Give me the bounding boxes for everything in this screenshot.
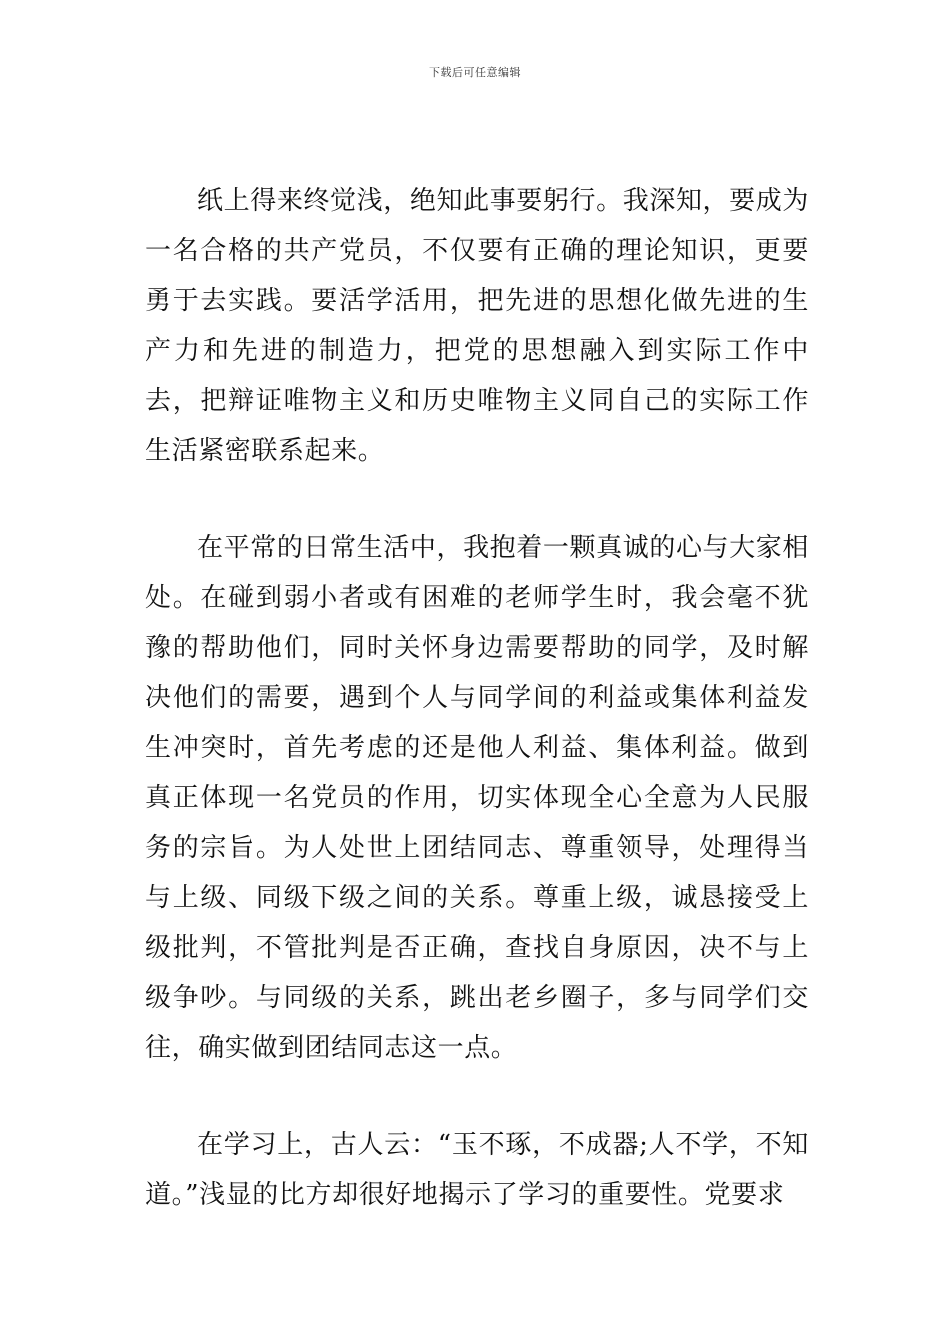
document-body: [145, 176, 809, 1220]
paragraph-practice: 纸上得来终觉浅，绝知此事要躬行。我深知，要成为一名合格的共产党员，不仅要有正确的理论知识，更要勇于去实践。要活学活用，把先进的思想化做先进的生产力和先进的制造力，把党的思想融入到实际工作中去，把辩证唯物主义和历史唯物主义同自己的实际工作生活紧密联系起来。: [145, 186, 809, 466]
header-note: 下载后可任意编辑: [429, 66, 521, 79]
paragraph-daily-life: 在平常的日常生活中，我抱着一颗真诚的心与大家相处。在碰到弱小者或有困难的老师学生时，我会毫不犹豫的帮助他们，同时关怀身边需要帮助的同学，及时解决他们的需要，遇到个人与同学间的利益或集体利益发生冲突时，首先考虑的还是他人利益、集体利益。做到真正体现一名党员的作用，切实体现全心全意为人民服务的宗旨。为人处世上团结同志、尊重领导，处理得当与上级、同级下级之间的关系。尊重上级，诚恳接受上级批判，不管批判是否正确，查找自身原因，决不与上级争吵。与同级的关系，跳出老乡圈子，多与同学们交往，确实做到团结同志这一点。: [145, 533, 809, 1063]
paragraph-study: 在学习上，古人云：“玉不琢，不成器;人不学，不知道。”浅显的比方却很好地揭示了学习的重要性。党要求: [145, 1130, 809, 1210]
